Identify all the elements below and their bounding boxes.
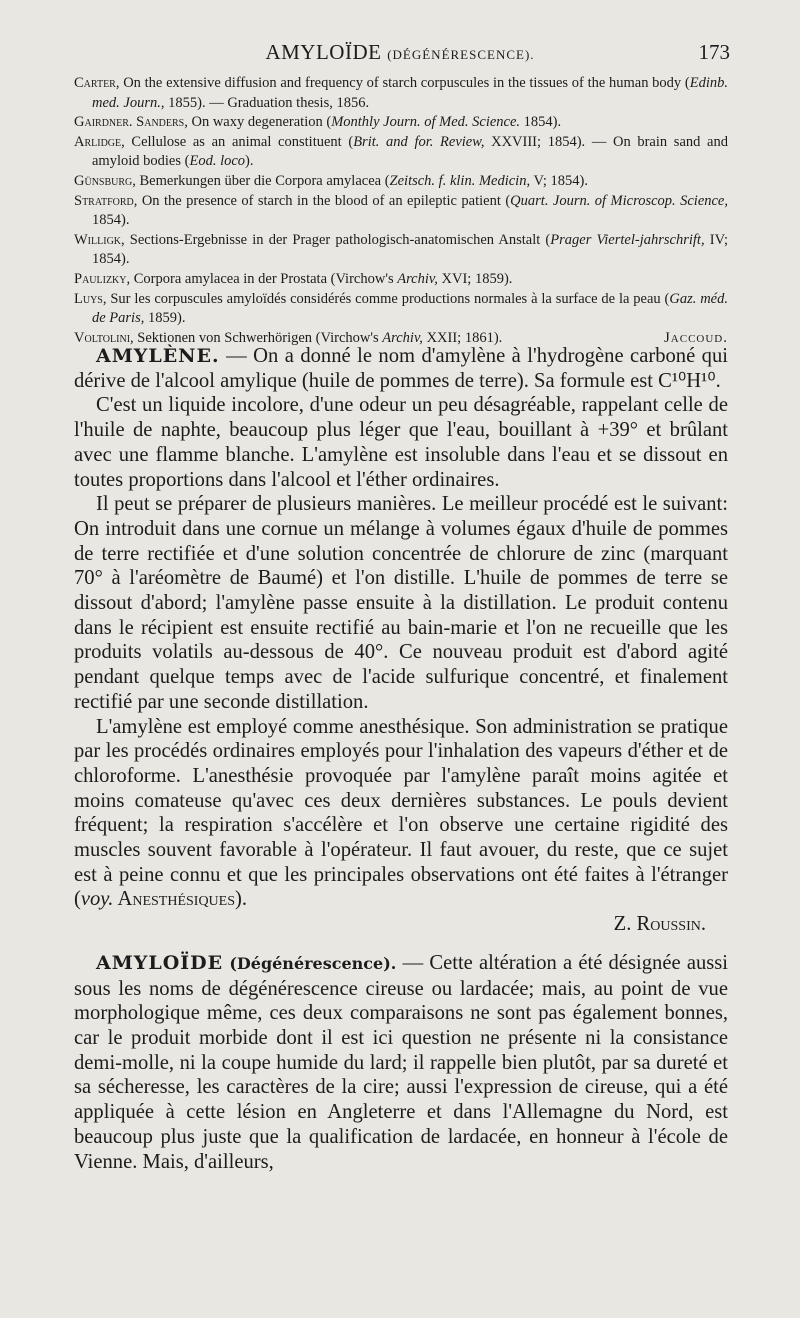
- paragraph-text: — On a donné le nom d'amylène à l'hydrogène carboné qui dérive de l'alcool amylique (huile de pommes de terre). Sa formule est C¹⁰H¹⁰.: [74, 345, 728, 392]
- header-title-sub: (DÉGÉNÉRESCENCE).: [387, 47, 535, 62]
- ref-author: Carter: [74, 75, 116, 91]
- reference-entry: [74, 270, 728, 290]
- ref-journal: Brit. and for. Review,: [353, 133, 485, 150]
- amyloide-paragraph: [74, 951, 728, 1174]
- ref-tail: IV; 1854).: [92, 231, 728, 268]
- reference-entry: [74, 172, 728, 192]
- entry-heading: AMYLOÏDE: [96, 951, 224, 974]
- ref-text: , Sur les corpuscules amyloïdés considérés comme productions normales à la surface de la peau (: [102, 290, 670, 307]
- ref-tail: , 1855). — Graduation thesis, 1856.: [160, 94, 370, 111]
- ref-author: Paulizky: [74, 270, 127, 287]
- ref-journal: Edinb. med. Journ.: [92, 75, 728, 111]
- ref-author: Stratford: [74, 192, 134, 209]
- bibliography: [74, 74, 728, 348]
- amylene-paragraph: [74, 715, 728, 913]
- ref-text: , On waxy degeneration (: [184, 114, 332, 131]
- amylene-paragraph: [74, 344, 728, 393]
- ref-author: Willigk: [74, 231, 122, 248]
- amylene-paragraph: Il peut se préparer de plusieurs manières. Le meilleur procédé est le suivant: On introduit dans une cornue un mélange à volumes égaux d'huile de pommes de terre rectifiée et d'une solution concentrée de chlorure de zinc (marquant 70° à l'aréomètre de Baumé) et l'on distille. L'huile de pommes de terre se dissout d'abord; l'amylène passe ensuite à la distillation. Le produit contenu dans le récipient est ensuite rectifié au bain-marie et l'on ne recueille que les produits volatils au-dessous de 40°. Ce nouveau produit est d'abord agité pendant quelque temps avec de l'acide sulfurique concentré, et finalement rectifié par une seconde distillation.: [74, 493, 728, 713]
- header-title: [70, 40, 730, 65]
- ref-text: , On the extensive diffusion and frequency of starch corpuscules in the tissues of the human body (: [115, 75, 690, 91]
- reference-entry: [74, 192, 728, 231]
- ref-tail: XVI; 1859).: [437, 270, 513, 287]
- ref-tail: 1854).: [520, 114, 562, 131]
- ref-tail: XXII; 1861).: [422, 329, 503, 346]
- entry-heading-sub: (Dégénérescence).: [229, 953, 397, 973]
- amylene-paragraph: C'est un liquide incolore, d'une odeur un peu désagréable, rappelant celle de l'huile de naphte, beaucoup plus léger que l'eau, bouillant à +39° et brûlant avec une flamme blanche. L'amylène est insoluble dans l'eau et se dissout en toutes proportions dans l'alcool et l'éther ordinaires.: [74, 394, 728, 491]
- ref-journal: Zeitsch. f. klin. Medicin,: [389, 172, 531, 189]
- cross-ref-voy: voy.: [80, 888, 114, 911]
- ref-author: Gairdner. Sanders: [74, 114, 185, 131]
- reference-entry: [74, 290, 728, 329]
- ref-author: Arlidge: [74, 133, 122, 150]
- ref-text: , Bemerkungen über die Corpora amylacea (: [132, 172, 390, 189]
- ref-journal: Archiv,: [397, 270, 438, 287]
- ref-journal: Monthly Journ. of Med. Science.: [331, 114, 521, 131]
- paragraph-text: L'amylène est employé comme anesthésique. Son administration se pratique par les procédés ordinaires employés pour l'inhalation des vapeurs d'éther et de chloroforme. L'anesthésie provoquée par l'amylène paraît moins agitée et moins comateuse qu'avec ces deux dernières substances. Le pouls devient fréquent; la respiration s'accélère et l'on observe une certaine rigidité des muscles souvent favorable à l'opérateur. Il faut avouer, du reste, que ce sujet est à peine connu et que les principales observations ont été faites à l'étranger (: [74, 715, 728, 911]
- paragraph-text: — Cette altération a été désignée aussi sous les noms de dégénérescence cireuse ou lardacée; mais, au point de vue morphologique même, ces deux comparaisons ne sont pas également bonnes, car le produit morbide dont il est ici question ne présente ni la consistance demi-molle, ni la coupe humide du lard; il rappelle bien plutôt, par sa dureté et sa sécheresse, les caractères de la cire; aussi l'expression de cireuse, qui a été appliquée à cette lésion en Angleterre et dans l'Allemagne du Nord, est beaucoup plus juste que la qualification de lardacée, en honneur à l'école de Vienne. Mais, d'ailleurs,: [74, 951, 729, 1173]
- author-signature: Z. Roussin.: [613, 913, 706, 936]
- ref-text: , Sektionen von Schwerhörigen (Virchow's: [130, 329, 383, 346]
- article-body: [74, 344, 728, 1174]
- ref-text: , Corpora amylacea in der Prostata (Virchow's: [126, 270, 398, 287]
- running-header: [70, 40, 730, 70]
- ref-tail: ).: [245, 153, 254, 170]
- ref-text: , Cellulose as an animal constituent (: [121, 133, 354, 150]
- ref-tail: XXVIII; 1854). — On brain sand and amyloid bodies (: [92, 133, 728, 170]
- reference-entry: [74, 231, 728, 270]
- author-signature: Jaccoud.: [663, 329, 728, 346]
- cross-ref-target: Anesthésiques: [113, 888, 236, 911]
- header-title-main: AMYLOÏDE: [265, 40, 382, 64]
- reference-entry: [74, 113, 728, 133]
- paragraph-text: ).: [235, 888, 248, 911]
- ref-text: , Sections-Ergebnisse in der Prager pathologisch-anatomischen Anstalt (: [121, 231, 551, 248]
- reference-entry: [74, 74, 728, 113]
- reference-entry: [74, 133, 728, 172]
- ref-author: Luys: [74, 290, 103, 307]
- page-number: 173: [698, 40, 730, 64]
- entry-heading: AMYLÈNE.: [96, 345, 220, 367]
- ref-journal: Eod. loco: [189, 153, 246, 170]
- ref-author: Voltolini: [74, 329, 131, 346]
- ref-author: Günsburg: [74, 172, 133, 189]
- ref-journal: Quart. Journ. of Microscop. Science,: [510, 192, 728, 209]
- ref-tail: 1859).: [144, 310, 186, 327]
- ref-tail: V; 1854).: [530, 172, 588, 189]
- ref-tail: 1854).: [92, 212, 130, 229]
- ref-text: , On the presence of starch in the blood of an epileptic patient (: [133, 192, 511, 209]
- ref-journal: Gaz. méd. de Paris,: [92, 290, 728, 327]
- ref-journal: Archiv,: [382, 329, 423, 346]
- ref-journal: Prager Viertel-jahrschrift,: [550, 231, 705, 248]
